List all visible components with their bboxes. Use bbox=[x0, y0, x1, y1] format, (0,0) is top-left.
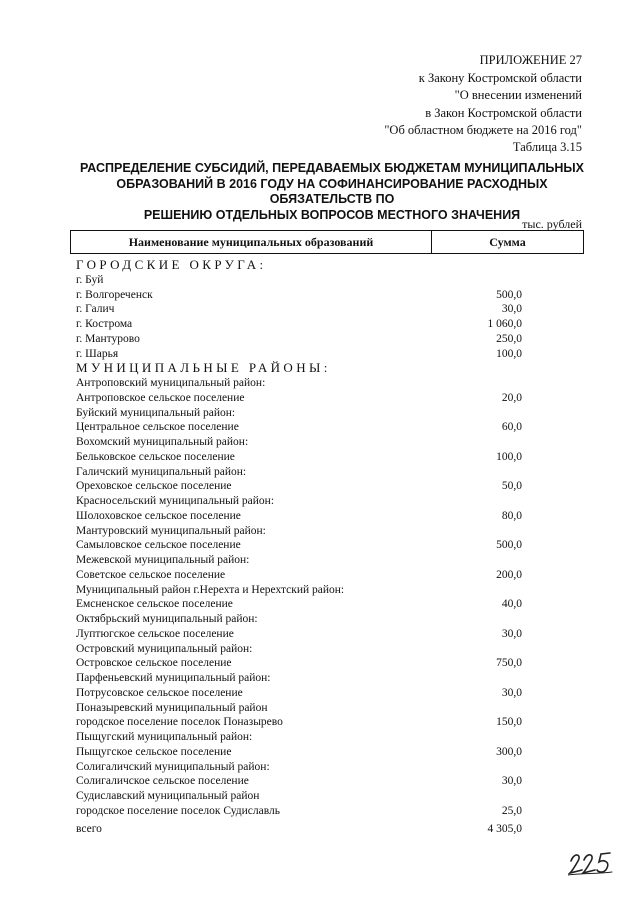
table-row bbox=[76, 450, 584, 465]
table-row bbox=[76, 391, 584, 406]
table-row bbox=[76, 568, 584, 583]
table-header bbox=[70, 230, 584, 254]
municipality-name: г. Кострома bbox=[76, 318, 133, 330]
table-row bbox=[76, 745, 584, 760]
header-line: "О внесении изменений bbox=[454, 88, 582, 102]
municipality-name: Октябрьский муниципальный район: bbox=[76, 613, 258, 625]
amount-value: 100,0 bbox=[496, 450, 522, 463]
header-line: к Закону Костромской области bbox=[418, 70, 582, 85]
municipality-name: Емсненское сельское поселение bbox=[76, 598, 233, 611]
municipality-name: г. Волгореченск bbox=[76, 288, 153, 301]
unit-label: тыс. рублей bbox=[522, 217, 582, 231]
table-row bbox=[76, 701, 584, 716]
table-row bbox=[76, 627, 584, 642]
municipality-name: Островское сельское поселение bbox=[76, 657, 232, 670]
municipality-name: городское поселение поселок Поназырево bbox=[76, 716, 283, 729]
amount-value: 30,0 bbox=[501, 775, 522, 788]
section-heading-row bbox=[76, 361, 584, 376]
municipality-name: Парфеньевский муниципальный район: bbox=[76, 672, 271, 684]
municipality-name: Солигаличский муниципальный район: bbox=[76, 760, 270, 773]
municipality-name: Вохомский муниципальный район: bbox=[76, 436, 249, 448]
column-header-name: Наименование муниципальных образований bbox=[71, 231, 432, 254]
document-title bbox=[80, 161, 584, 223]
table-row bbox=[76, 656, 584, 671]
amount-value: 100,0 bbox=[496, 347, 522, 360]
municipality-name: Центральное сельское поселение bbox=[76, 421, 239, 434]
municipality-name: Буйский муниципальный район: bbox=[76, 406, 236, 419]
table-row bbox=[76, 774, 584, 789]
table-row bbox=[76, 538, 584, 553]
table-row bbox=[76, 302, 584, 317]
amount-value: 80,0 bbox=[501, 509, 522, 522]
section-heading-row bbox=[76, 258, 584, 273]
amount-value: 20,0 bbox=[501, 391, 522, 404]
section-heading: МУНИЦИПАЛЬНЫЕ РАЙОНЫ: bbox=[76, 360, 331, 376]
municipality-name: Островский муниципальный район: bbox=[76, 642, 253, 655]
total-label: всего bbox=[76, 823, 102, 835]
table-row bbox=[76, 730, 584, 745]
title-line: ОБРАЗОВАНИЙ В 2016 ГОДУ НА СОФИНАНСИРОВАНИЕ РАСХОДНЫХ ОБЯЗАТЕЛЬСТВ ПО bbox=[116, 176, 548, 206]
total-row bbox=[76, 822, 584, 837]
section-heading: ГОРОДСКИЕ ОКРУГА: bbox=[76, 257, 267, 272]
municipality-name: городское поселение поселок Судиславль bbox=[76, 804, 280, 817]
table-row bbox=[76, 317, 584, 332]
handwritten-page-number bbox=[568, 849, 614, 877]
municipality-name: Пыщугское сельское поселение bbox=[76, 745, 232, 758]
table-row bbox=[76, 612, 584, 627]
table-row bbox=[76, 671, 584, 686]
header-line: "Об областном бюджете на 2016 год" bbox=[384, 123, 582, 137]
table-row bbox=[76, 406, 584, 421]
table-row bbox=[76, 760, 584, 775]
table-row bbox=[76, 583, 584, 598]
table-row bbox=[76, 273, 584, 288]
table-row bbox=[76, 553, 584, 568]
municipality-name: Бельковское сельское поселение bbox=[76, 450, 235, 463]
municipality-name: Самыловское сельское поселение bbox=[76, 539, 241, 552]
municipality-name: Судиславский муниципальный район bbox=[76, 790, 260, 802]
amount-value: 200,0 bbox=[496, 568, 522, 581]
table-row bbox=[76, 347, 584, 362]
amount-value: 30,0 bbox=[501, 627, 522, 640]
table-row bbox=[76, 332, 584, 347]
table-row bbox=[76, 715, 584, 730]
amount-value: 25,0 bbox=[501, 804, 522, 817]
total-value: 4 305,0 bbox=[487, 823, 522, 835]
municipality-name: Потрусовское сельское поселение bbox=[76, 686, 243, 699]
title-line: РЕШЕНИЮ ОТДЕЛЬНЫХ ВОПРОСОВ МЕСТНОГО ЗНАЧЕНИЯ bbox=[143, 207, 521, 222]
table-row bbox=[76, 789, 584, 804]
table-row bbox=[76, 642, 584, 657]
table-number: Таблица 3.15 bbox=[512, 140, 582, 154]
title-line: РАСПРЕДЕЛЕНИЕ СУБСИДИЙ, ПЕРЕДАВАЕМЫХ БЮДЖЕТАМ МУНИЦИПАЛЬНЫХ bbox=[80, 161, 584, 175]
header-line: в Закон Костромской области bbox=[425, 105, 582, 120]
municipality-name: Межевской муниципальный район: bbox=[76, 554, 250, 566]
municipality-name: Галичский муниципальный район: bbox=[76, 465, 247, 478]
municipality-name: г. Галич bbox=[76, 303, 115, 316]
table-row bbox=[76, 465, 584, 480]
appendix-header bbox=[384, 52, 582, 140]
amount-value: 250,0 bbox=[496, 332, 522, 345]
table-row bbox=[76, 686, 584, 701]
amount-value: 150,0 bbox=[496, 716, 522, 729]
amount-value: 300,0 bbox=[496, 745, 522, 758]
municipality-name: Шолоховское сельское поселение bbox=[76, 509, 241, 522]
header-line: ПРИЛОЖЕНИЕ 27 bbox=[479, 53, 582, 67]
amount-value: 50,0 bbox=[501, 480, 522, 493]
municipality-name: Антропoвский муниципальный район: bbox=[76, 377, 266, 389]
table-row bbox=[76, 524, 584, 539]
amount-value: 500,0 bbox=[496, 288, 522, 301]
municipality-name: Ореховское сельское поселение bbox=[76, 480, 232, 493]
municipality-name: Луптюгское сельское поселение bbox=[76, 627, 234, 640]
municipality-name: г. Буй bbox=[76, 273, 104, 286]
amount-value: 30,0 bbox=[501, 303, 522, 316]
municipality-name: Советское сельское поселение bbox=[76, 568, 226, 581]
column-header-sum: Сумма bbox=[489, 234, 526, 249]
amount-value: 750,0 bbox=[496, 657, 522, 670]
table-row bbox=[76, 494, 584, 509]
municipality-name: г. Мантурово bbox=[76, 332, 140, 345]
municipality-name: Антроповское сельское поселение bbox=[76, 391, 245, 404]
municipality-name: г. Шарья bbox=[76, 347, 119, 360]
table-body bbox=[76, 258, 584, 819]
amount-value: 40,0 bbox=[501, 598, 522, 611]
amount-value: 500,0 bbox=[496, 539, 522, 552]
table-row bbox=[76, 288, 584, 303]
amount-value: 60,0 bbox=[501, 421, 522, 434]
table-row bbox=[76, 376, 584, 391]
municipality-name: Муниципальный район г.Нерехта и Нерехтский район: bbox=[76, 583, 345, 596]
municipality-name: Красносельский муниципальный район: bbox=[76, 495, 275, 507]
table-row bbox=[76, 597, 584, 612]
table-row bbox=[76, 804, 584, 819]
amount-value: 30,0 bbox=[501, 686, 522, 699]
table-row bbox=[76, 509, 584, 524]
table-row bbox=[76, 479, 584, 494]
table-row bbox=[76, 435, 584, 450]
table-row bbox=[76, 420, 584, 435]
municipality-name: Солигаличское сельское поселение bbox=[76, 775, 249, 788]
municipality-name: Поназыревский муниципальный район bbox=[76, 701, 268, 714]
amount-value: 1 060,0 bbox=[487, 318, 522, 330]
municipality-name: Мантуровский муниципальный район: bbox=[76, 524, 266, 537]
municipality-name: Пыщугский муниципальный район: bbox=[76, 731, 253, 743]
